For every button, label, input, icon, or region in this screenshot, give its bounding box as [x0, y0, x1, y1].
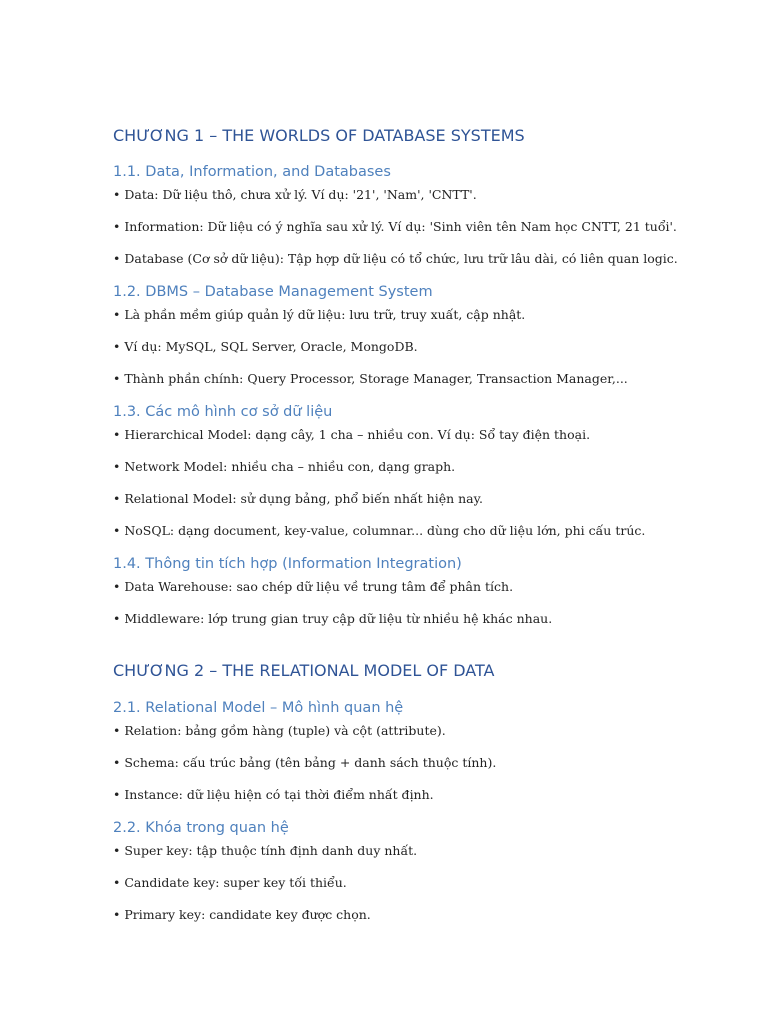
bullet-2-1-1: • Relation: bảng gồm hàng (tuple) và cột (attribute).: [113, 723, 446, 738]
bullet-1-2-3: • Thành phần chính: Query Processor, Storage Manager, Transaction Manager,...: [113, 371, 628, 386]
bullet-2-2-2: • Candidate key: super key tối thiểu.: [113, 875, 347, 890]
bullet-1-3-2: • Network Model: nhiều cha – nhiều con, dạng graph.: [113, 459, 456, 474]
bullet-1-1-2: • Information: Dữ liệu có ý nghĩa sau xử lý. Ví dụ: 'Sinh viên tên Nam học CNTT, 21 tuổi'.: [113, 219, 677, 234]
bullet-1-3-4: • NoSQL: dạng document, key-value, columnar... dùng cho dữ liệu lớn, phi cấu trúc.: [113, 523, 646, 538]
bullet-1-4-2: • Middleware: lớp trung gian truy cập dữ liệu từ nhiều hệ khác nhau.: [113, 611, 553, 626]
bullet-2-2-1: • Super key: tập thuộc tính định danh duy nhất.: [113, 843, 418, 858]
chapter-2-title: CHƯƠNG 2 – THE RELATIONAL MODEL OF DATA: [113, 661, 495, 680]
section-1-1-heading: 1.1. Data, Information, and Databases: [113, 164, 391, 180]
section-1-2-heading: 1.2. DBMS – Database Management System: [113, 284, 433, 300]
bullet-1-3-3: • Relational Model: sử dụng bảng, phổ biến nhất hiện nay.: [113, 491, 483, 506]
section-2-2-heading: 2.2. Khóa trong quan hệ: [113, 820, 289, 836]
section-1-4-heading: 1.4. Thông tin tích hợp (Information Integration): [113, 556, 462, 572]
bullet-1-1-3: • Database (Cơ sở dữ liệu): Tập hợp dữ liệu có tổ chức, lưu trữ lâu dài, có liên quan logic.: [113, 251, 678, 266]
bullet-2-1-2: • Schema: cấu trúc bảng (tên bảng + danh sách thuộc tính).: [113, 755, 497, 770]
bullet-1-2-1: • Là phần mềm giúp quản lý dữ liệu: lưu trữ, truy xuất, cập nhật.: [113, 307, 526, 322]
bullet-1-3-1: • Hierarchical Model: dạng cây, 1 cha – nhiều con. Ví dụ: Sổ tay điện thoại.: [113, 427, 591, 442]
bullet-1-1-1: • Data: Dữ liệu thô, chưa xử lý. Ví dụ: '21', 'Nam', 'CNTT'.: [113, 187, 477, 202]
bullet-1-2-2: • Ví dụ: MySQL, SQL Server, Oracle, MongoDB.: [113, 339, 418, 354]
bullet-2-1-3: • Instance: dữ liệu hiện có tại thời điểm nhất định.: [113, 787, 434, 802]
chapter-1-title: CHƯƠNG 1 – THE WORLDS OF DATABASE SYSTEMS: [113, 126, 525, 145]
section-1-3-heading: 1.3. Các mô hình cơ sở dữ liệu: [113, 404, 333, 420]
bullet-1-4-1: • Data Warehouse: sao chép dữ liệu về trung tâm để phân tích.: [113, 579, 514, 594]
bullet-2-2-3: • Primary key: candidate key được chọn.: [113, 907, 371, 922]
section-2-1-heading: 2.1. Relational Model – Mô hình quan hệ: [113, 700, 404, 716]
